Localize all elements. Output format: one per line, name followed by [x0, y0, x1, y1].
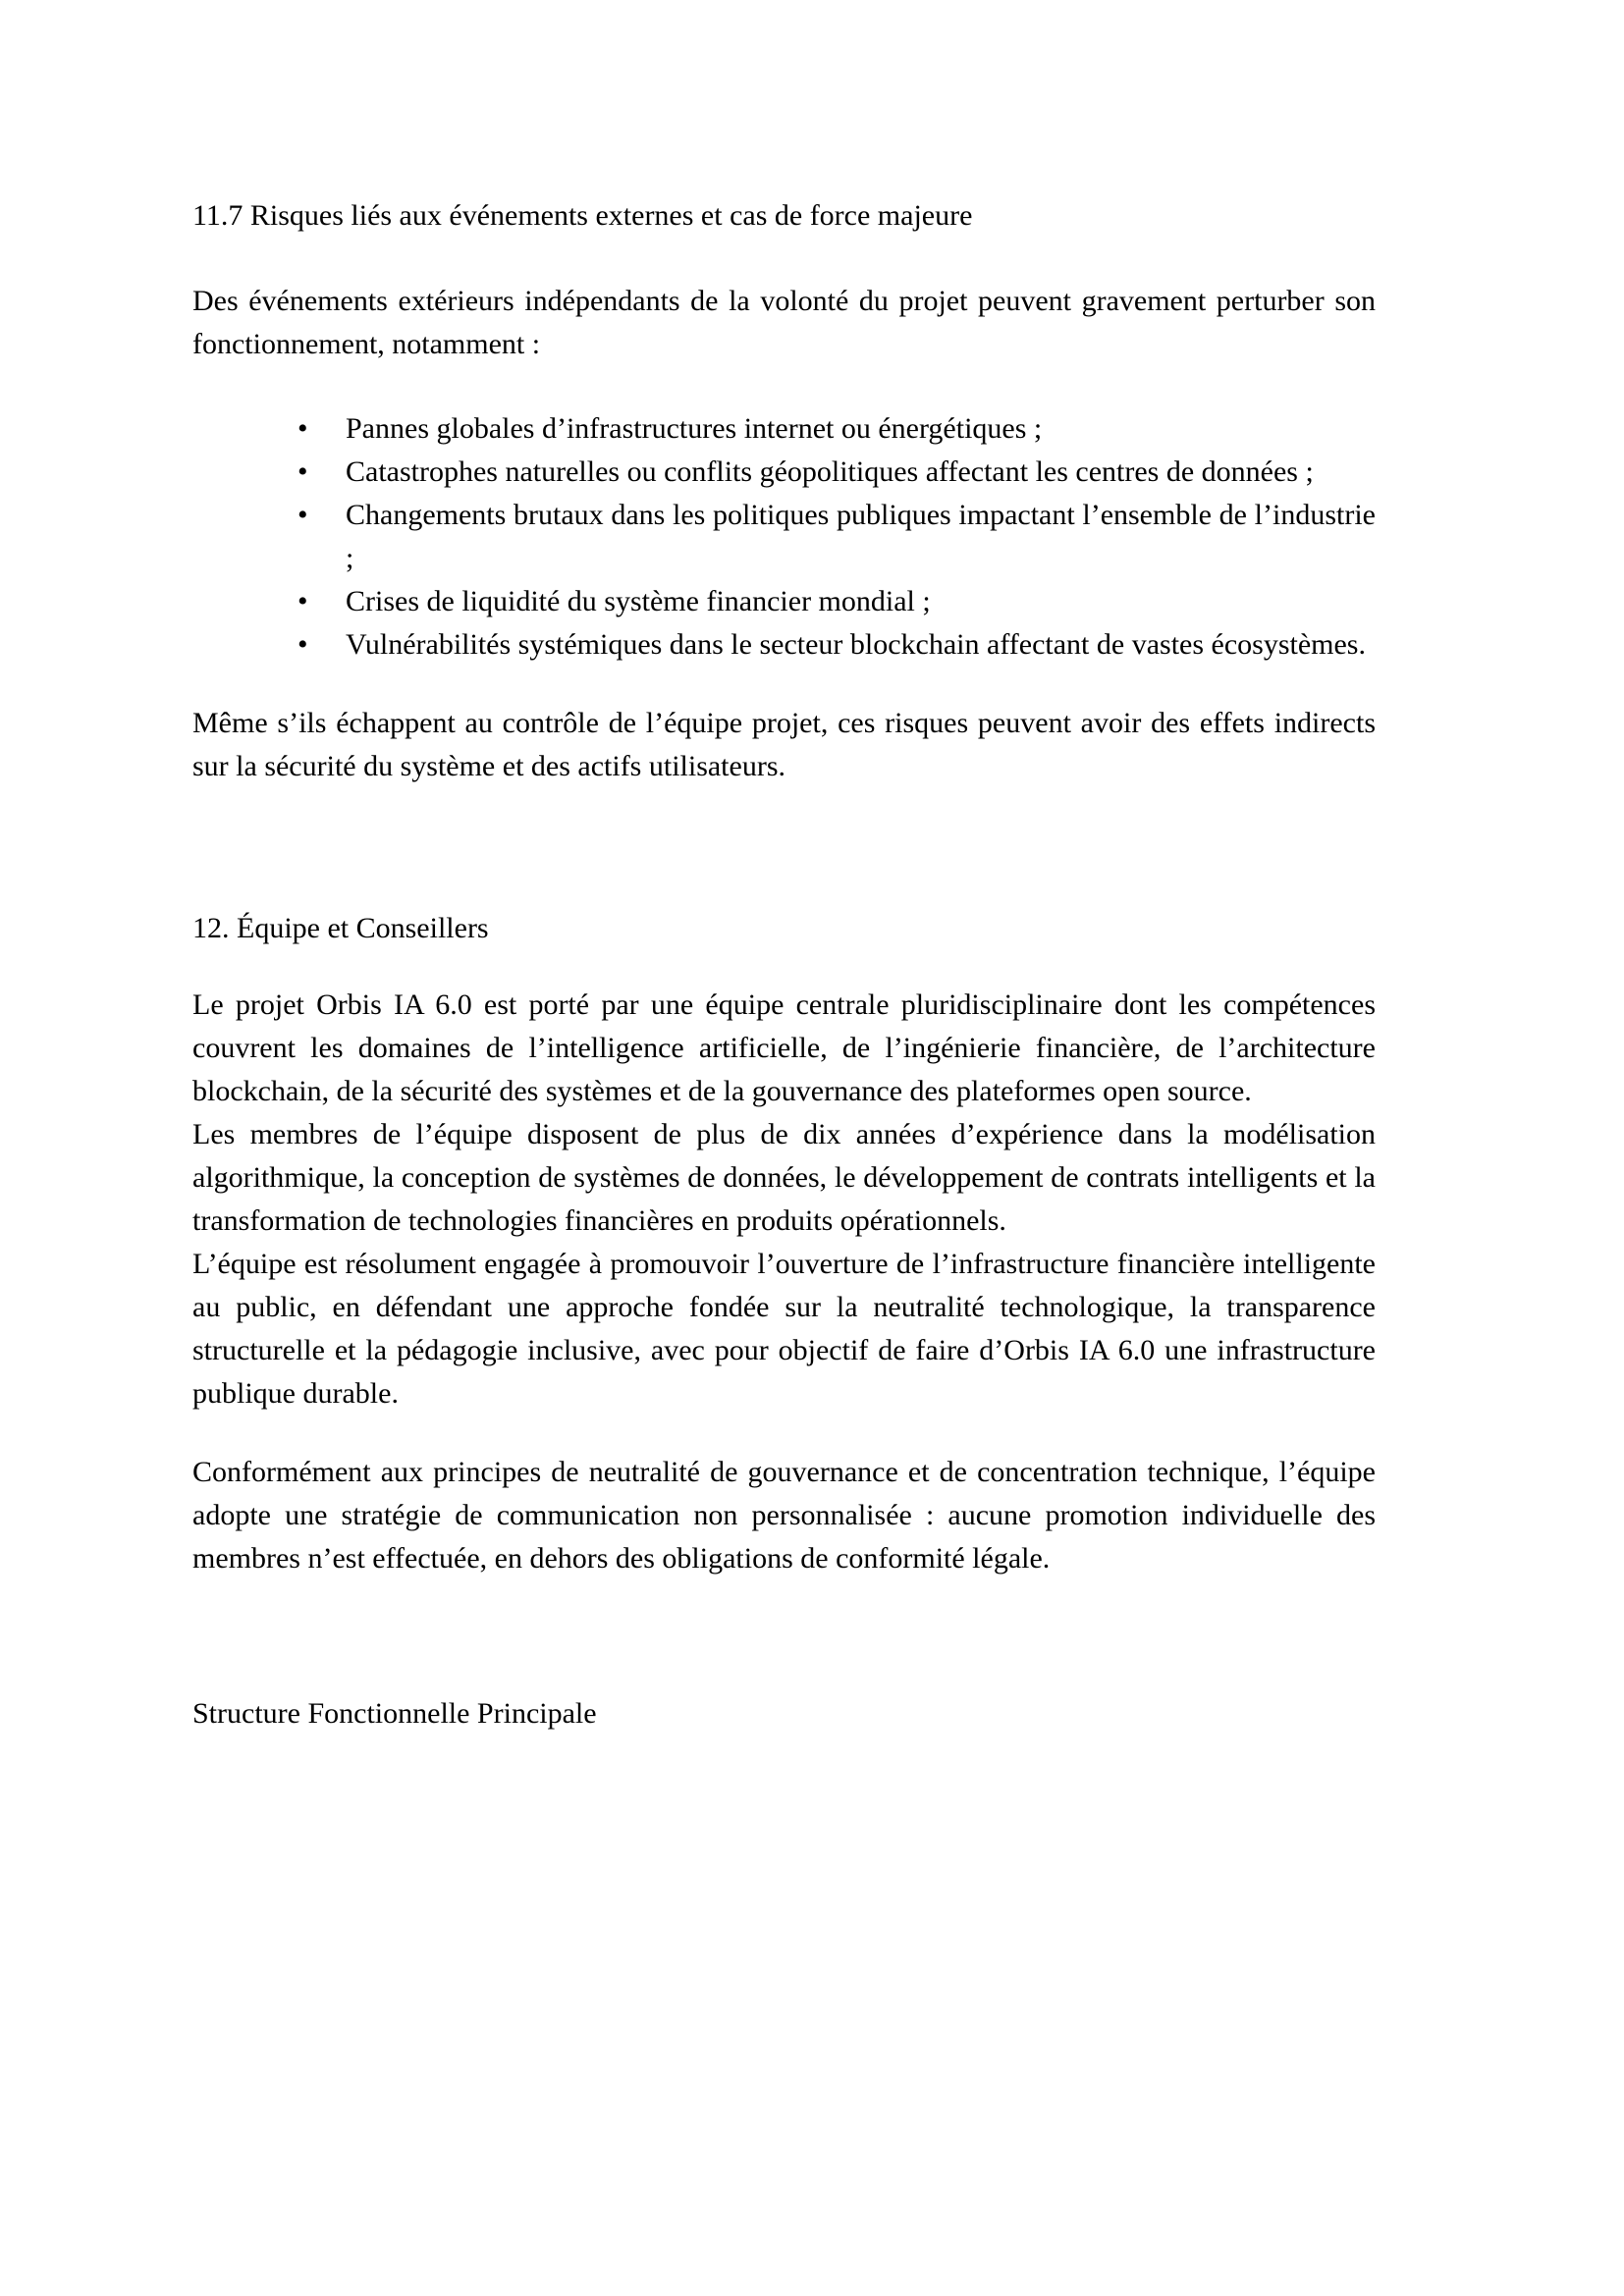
section-12-heading: 12. Équipe et Conseillers	[192, 912, 489, 944]
bullet-icon: •	[298, 455, 308, 488]
list-item-text: Crises de liquidité du système financier mondial ;	[346, 585, 931, 617]
bullet-icon: •	[298, 499, 308, 531]
bullet-icon: •	[298, 628, 308, 661]
section-11-7-heading: 11.7 Risques liés aux événements externes et cas de force majeure	[192, 199, 973, 232]
bullet-icon: •	[298, 412, 308, 445]
list-item	[192, 451, 1376, 494]
equipe-paragraph-3: L’équipe est résolument engagée à promouvoir l’ouverture de l’infrastructure financière intelligente au public, en défendant une approche fondée sur la neutralité technologique, la transparence structurelle et la pédagogie inclusive, avec pour objectif de faire d’Orbis IA 6.0 une infrastructure publique durable.	[192, 1248, 1376, 1410]
list-item-text: Catastrophes naturelles ou conflits géopolitiques affectant les centres de données ;	[346, 455, 1314, 488]
equipe-paragraph-4: Conformément aux principes de neutralité de gouvernance et de concentration technique, l’équipe adopte une stratégie de communication non personnalisée : aucune promotion individuelle des membres n’est effectuée, en dehors des obligations de conformité légale.	[192, 1456, 1376, 1575]
list-item	[192, 623, 1376, 667]
page-content	[192, 194, 1376, 1735]
closing-heading: Structure Fonctionnelle Principale	[192, 1697, 597, 1730]
list-item	[192, 494, 1376, 580]
equipe-paragraph-1: Le projet Orbis IA 6.0 est porté par une équipe centrale pluridisciplinaire dont les compétences couvrent les domaines de l’intelligence artificielle, de l’ingénierie financière, de l’architecture blockchain, de la sécurité des systèmes et de la gouvernance des plateformes open source.	[192, 988, 1376, 1107]
list-item	[192, 580, 1376, 623]
list-item-text: Pannes globales d’infrastructures internet ou énergétiques ;	[346, 412, 1043, 445]
list-item	[192, 407, 1376, 451]
risques-bullet-list	[192, 407, 1376, 667]
risques-conclusion-paragraph: Même s’ils échappent au contrôle de l’équipe projet, ces risques peuvent avoir des effets indirects sur la sécurité du système et des actifs utilisateurs.	[192, 707, 1376, 782]
equipe-paragraph-2: Les membres de l’équipe disposent de plus de dix années d’expérience dans la modélisation algorithmique, la conception de systèmes de données, le développement de contrats intelligents et la transformation de technologies financières en produits opérationnels.	[192, 1118, 1376, 1237]
list-item-text: Changements brutaux dans les politiques publiques impactant l’ensemble de l’industrie ;	[346, 499, 1376, 574]
risques-intro-paragraph: Des événements extérieurs indépendants de la volonté du projet peuvent gravement perturber son fonctionnement, notamment :	[192, 285, 1376, 360]
bullet-icon: •	[298, 585, 308, 617]
list-item-text: Vulnérabilités systémiques dans le secteur blockchain affectant de vastes écosystèmes.	[346, 628, 1366, 661]
